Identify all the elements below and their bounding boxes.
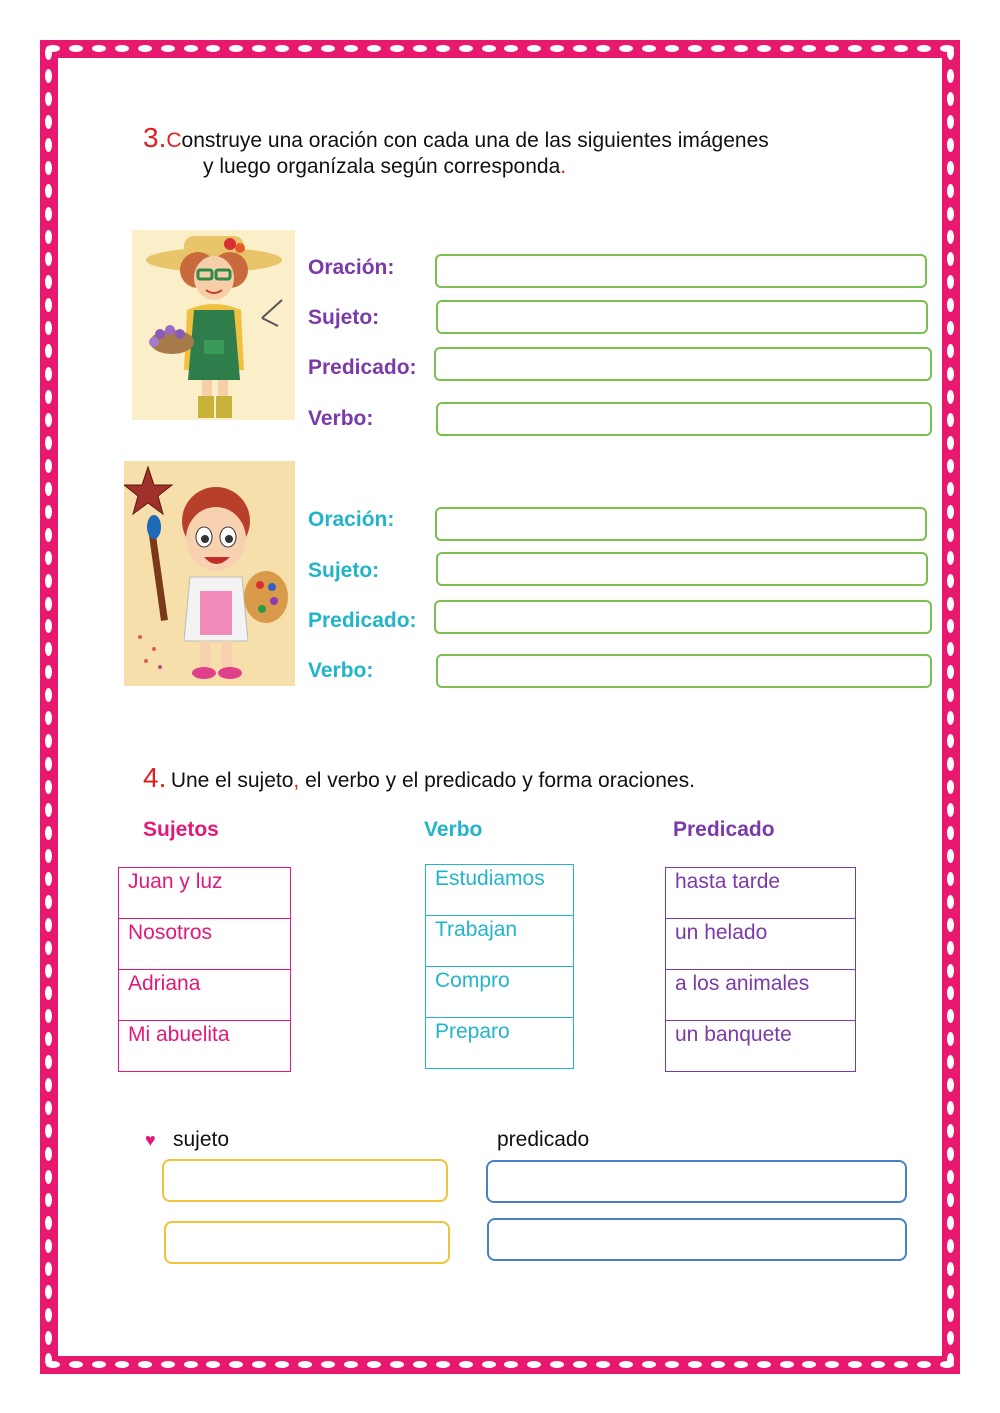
border-dot	[45, 482, 52, 496]
section4-comma: ,	[293, 769, 300, 792]
border-dot	[947, 757, 954, 771]
border-dot	[115, 45, 129, 52]
border-dot	[573, 1361, 587, 1368]
border-dot	[619, 1361, 633, 1368]
border-dot	[947, 665, 954, 679]
border-dot	[947, 826, 954, 840]
border-dot	[45, 92, 52, 106]
border-dot	[947, 734, 954, 748]
border-dot	[688, 1361, 702, 1368]
border-dot	[947, 1331, 954, 1345]
border-dot	[45, 275, 52, 289]
border-dot	[413, 1361, 427, 1368]
border-dot	[45, 1216, 52, 1230]
border-dot	[711, 1361, 725, 1368]
border-dot	[947, 642, 954, 656]
border-dot	[947, 1170, 954, 1184]
border-dot	[947, 1124, 954, 1138]
border-dot	[665, 45, 679, 52]
border-dot	[894, 45, 908, 52]
border-dot	[947, 803, 954, 817]
card1-label-oracion: Oración:	[308, 256, 395, 279]
border-dot	[138, 45, 152, 52]
border-dot	[459, 45, 473, 52]
border-dot	[45, 1353, 52, 1367]
border-dot	[45, 1308, 52, 1322]
border-dot	[45, 69, 52, 83]
section4-text-a: Une el sujeto	[170, 769, 294, 792]
border-dot	[947, 1101, 954, 1115]
border-dot	[45, 665, 52, 679]
section3-line2: y luego organízala según corresponda	[203, 155, 561, 178]
border-dot	[69, 1361, 83, 1368]
border-dot	[848, 45, 862, 52]
border-dot	[45, 298, 52, 312]
border-dot	[947, 895, 954, 909]
border-dot	[69, 45, 83, 52]
border-dot	[321, 1361, 335, 1368]
verbo-title: Verbo	[424, 818, 483, 841]
border-dot	[947, 92, 954, 106]
border-dot	[45, 1147, 52, 1161]
section4-heading	[143, 762, 695, 794]
border-dot	[504, 1361, 518, 1368]
card1-label-predicado: Predicado:	[308, 356, 417, 379]
section4-text-b: el verbo y el predicado y forma oraciones.	[299, 769, 695, 792]
border-dot	[45, 964, 52, 978]
border-dot	[45, 1285, 52, 1299]
border-dot	[947, 413, 954, 427]
border-dot	[45, 597, 52, 611]
border-dot	[947, 207, 954, 221]
border-dot	[734, 1361, 748, 1368]
border-dot	[947, 688, 954, 702]
card1-label-sujeto: Sujeto:	[308, 306, 380, 329]
border-dot	[45, 551, 52, 565]
card1-oracion-input[interactable]	[435, 254, 927, 288]
border-dot	[45, 138, 52, 152]
border-dots-bottom	[46, 1360, 954, 1370]
card2-sujeto-input[interactable]	[436, 552, 928, 586]
border-dot	[45, 688, 52, 702]
border-dot	[947, 436, 954, 450]
border-dot	[45, 1193, 52, 1207]
border-dot	[665, 1361, 679, 1368]
predicados-table	[665, 867, 856, 1072]
border-dot	[947, 459, 954, 473]
border-dot	[45, 574, 52, 588]
card2-oracion-input[interactable]	[435, 507, 927, 541]
border-dot	[45, 1101, 52, 1115]
border-dot	[947, 46, 954, 60]
border-dots-left	[45, 46, 53, 1368]
border-dot	[947, 298, 954, 312]
border-dot	[947, 941, 954, 955]
border-dot	[45, 505, 52, 519]
border-dot	[734, 45, 748, 52]
border-dot	[780, 45, 794, 52]
predicado-answer-input-2[interactable]	[487, 1218, 907, 1261]
border-dot	[367, 45, 381, 52]
border-dot	[459, 1361, 473, 1368]
border-dot	[947, 711, 954, 725]
border-dot	[45, 1170, 52, 1184]
border-dot	[947, 275, 954, 289]
border-dot	[894, 1361, 908, 1368]
card1-label-verbo: Verbo:	[308, 407, 374, 430]
painter-girl-illustration	[124, 461, 295, 686]
section3-line1: onstruye una oración con cada una de las siguientes imágenes	[181, 129, 769, 152]
border-dot	[947, 252, 954, 266]
border-dot	[947, 115, 954, 129]
card2-label-verbo: Verbo:	[308, 659, 374, 682]
border-dot	[161, 1361, 175, 1368]
border-dot	[321, 45, 335, 52]
border-dot	[45, 986, 52, 1000]
border-dot	[45, 849, 52, 863]
border-dot	[573, 45, 587, 52]
section3-number: 3.	[143, 122, 167, 153]
border-dot	[947, 69, 954, 83]
border-dot	[947, 597, 954, 611]
border-dot	[947, 528, 954, 542]
border-dot	[344, 45, 358, 52]
border-dot	[947, 780, 954, 794]
verbos-table	[425, 864, 574, 1069]
border-dot	[45, 941, 52, 955]
border-dot	[871, 1361, 885, 1368]
border-dot	[45, 642, 52, 656]
border-dot	[344, 1361, 358, 1368]
border-dot	[947, 986, 954, 1000]
border-dot	[275, 1361, 289, 1368]
border-dot	[45, 436, 52, 450]
border-dot	[947, 1147, 954, 1161]
verbo-cell[interactable]: Trabajan	[426, 916, 574, 967]
sujeto-cell[interactable]: Mi abuelita	[119, 1021, 291, 1072]
border-dot	[688, 45, 702, 52]
border-dot	[45, 826, 52, 840]
border-dot	[45, 803, 52, 817]
border-dot	[947, 1262, 954, 1276]
border-dot	[596, 1361, 610, 1368]
border-dot	[45, 390, 52, 404]
border-dot	[780, 1361, 794, 1368]
predicado-answer-input-1[interactable]	[486, 1160, 907, 1203]
border-dot	[642, 1361, 656, 1368]
border-dot	[947, 1285, 954, 1299]
border-dot	[45, 918, 52, 932]
border-dot	[45, 872, 52, 886]
border-dot	[390, 1361, 404, 1368]
border-dot	[45, 1239, 52, 1253]
border-dot	[757, 45, 771, 52]
border-dot	[45, 757, 52, 771]
card1-predicado-input[interactable]	[434, 347, 932, 381]
border-dot	[45, 1331, 52, 1345]
border-dot	[947, 390, 954, 404]
border-dots-top	[46, 44, 954, 54]
sujeto-cell[interactable]: Adriana	[119, 970, 291, 1021]
border-dot	[45, 528, 52, 542]
section4-number: 4.	[143, 762, 167, 793]
border-dot	[184, 1361, 198, 1368]
border-dot	[45, 367, 52, 381]
border-dot	[848, 1361, 862, 1368]
predicado-cell[interactable]: hasta tarde	[666, 868, 856, 919]
border-dot	[45, 321, 52, 335]
border-dot	[252, 1361, 266, 1368]
section3-line2-period: .	[560, 155, 567, 178]
border-dot	[947, 482, 954, 496]
border-dot	[367, 1361, 381, 1368]
border-dot	[825, 1361, 839, 1368]
border-dot	[45, 619, 52, 633]
border-dot	[184, 45, 198, 52]
border-dot	[298, 1361, 312, 1368]
border-dot	[45, 115, 52, 129]
border-dot	[947, 964, 954, 978]
border-dot	[947, 1239, 954, 1253]
border-dot	[947, 918, 954, 932]
border-dot	[482, 45, 496, 52]
border-dot	[947, 849, 954, 863]
border-dot	[550, 1361, 564, 1368]
sujetos-title: Sujetos	[143, 818, 219, 841]
border-dot	[45, 1078, 52, 1092]
border-dot	[642, 45, 656, 52]
card1-sujeto-input[interactable]	[436, 300, 928, 334]
border-dot	[482, 1361, 496, 1368]
border-dot	[947, 1032, 954, 1046]
border-dot	[45, 230, 52, 244]
border-dot	[917, 45, 931, 52]
border-dot	[45, 46, 52, 60]
sujeto-cell[interactable]: Nosotros	[119, 919, 291, 970]
border-dots-right	[947, 46, 955, 1368]
gardener-woman-illustration	[132, 230, 295, 420]
border-dot	[711, 45, 725, 52]
border-dot	[802, 45, 816, 52]
border-dot	[229, 45, 243, 52]
border-dot	[45, 207, 52, 221]
border-dot	[206, 45, 220, 52]
border-dot	[947, 1055, 954, 1069]
border-dot	[947, 1009, 954, 1023]
verbo-cell[interactable]: Preparo	[426, 1018, 574, 1069]
border-dot	[45, 1009, 52, 1023]
border-dot	[550, 45, 564, 52]
border-dot	[947, 505, 954, 519]
border-dot	[45, 344, 52, 358]
sujetos-table	[118, 867, 291, 1072]
border-dot	[138, 1361, 152, 1368]
border-dot	[527, 45, 541, 52]
border-dot	[45, 1032, 52, 1046]
border-dot	[229, 1361, 243, 1368]
border-dot	[802, 1361, 816, 1368]
sujeto-answer-input-2[interactable]	[164, 1221, 450, 1264]
border-dot	[45, 1124, 52, 1138]
border-dot	[275, 45, 289, 52]
predicado-answer-label: predicado	[497, 1128, 590, 1151]
card2-label-predicado: Predicado:	[308, 609, 417, 632]
border-dot	[45, 459, 52, 473]
border-dot	[947, 574, 954, 588]
border-dot	[917, 1361, 931, 1368]
border-dot	[252, 45, 266, 52]
border-dot	[115, 1361, 129, 1368]
border-dot	[390, 45, 404, 52]
border-dot	[413, 45, 427, 52]
sujeto-cell[interactable]: Juan y luz	[119, 868, 291, 919]
border-dot	[947, 138, 954, 152]
card2-label-sujeto: Sujeto:	[308, 559, 380, 582]
border-dot	[92, 1361, 106, 1368]
border-dot	[947, 551, 954, 565]
section3-heading-line2	[203, 155, 566, 179]
border-dot	[436, 1361, 450, 1368]
card2-label-oracion: Oración:	[308, 508, 395, 531]
border-dot	[298, 45, 312, 52]
border-dot	[947, 230, 954, 244]
verbo-cell[interactable]: Compro	[426, 967, 574, 1018]
verbo-cell[interactable]: Estudiamos	[426, 865, 574, 916]
section3-first-letter: C	[166, 129, 182, 152]
border-dot	[527, 1361, 541, 1368]
predicado-cell[interactable]: un banquete	[666, 1021, 856, 1072]
border-dot	[825, 45, 839, 52]
border-dot	[947, 619, 954, 633]
border-dot	[947, 1308, 954, 1322]
border-dot	[947, 1353, 954, 1367]
border-dot	[619, 45, 633, 52]
border-dot	[947, 367, 954, 381]
border-dot	[45, 252, 52, 266]
border-dot	[45, 895, 52, 909]
border-dot	[947, 1216, 954, 1230]
border-dot	[596, 45, 610, 52]
border-dot	[45, 780, 52, 794]
border-dot	[45, 413, 52, 427]
border-dot	[504, 45, 518, 52]
border-dot	[947, 161, 954, 175]
sujeto-answer-label: sujeto	[173, 1128, 230, 1151]
border-dot	[45, 1262, 52, 1276]
heart-bullet-icon: ♥	[145, 1130, 156, 1150]
border-dot	[45, 1055, 52, 1069]
border-dot	[92, 45, 106, 52]
border-dot	[871, 45, 885, 52]
border-dot	[161, 45, 175, 52]
border-dot	[947, 344, 954, 358]
predicado-cell[interactable]: un helado	[666, 919, 856, 970]
border-dot	[947, 872, 954, 886]
border-dot	[757, 1361, 771, 1368]
border-dot	[947, 184, 954, 198]
border-dot	[947, 321, 954, 335]
card2-predicado-input[interactable]	[434, 600, 932, 634]
predicado-cell[interactable]: a los animales	[666, 970, 856, 1021]
card2-verbo-input[interactable]	[436, 654, 932, 688]
border-dot	[45, 161, 52, 175]
section3-heading	[143, 122, 769, 154]
border-dot	[436, 45, 450, 52]
border-dot	[206, 1361, 220, 1368]
card1-verbo-input[interactable]	[436, 402, 932, 436]
sujeto-answer-input-1[interactable]	[162, 1159, 448, 1202]
border-dot	[45, 734, 52, 748]
border-dot	[45, 711, 52, 725]
border-dot	[45, 184, 52, 198]
border-dot	[947, 1193, 954, 1207]
border-dot	[947, 1078, 954, 1092]
predicado-title: Predicado	[673, 818, 775, 841]
